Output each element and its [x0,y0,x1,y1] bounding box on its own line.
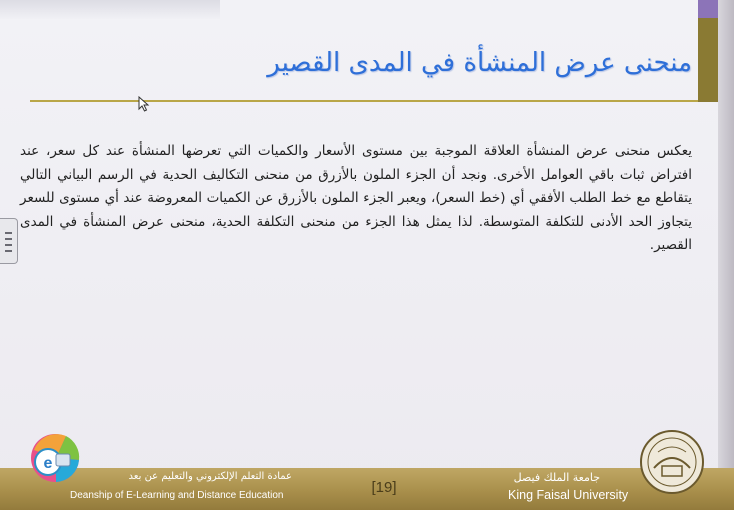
university-name-arabic: جامعة الملك فيصل [513,471,600,484]
svg-text:e: e [43,455,53,472]
page-number: [19] [371,479,397,496]
deanship-name-arabic: عمادة التعلم الإلكتروني والتعليم عن بعد [128,471,292,482]
slide-footer [0,468,734,510]
top-shade [0,0,220,20]
slide-body-text: يعكس منحنى عرض المنشأة العلاقة الموجبة بين مستوى الأسعار والكميات التي تعرضها المنشأة عند كل سعر، عند افتراض ثبات باقي العوامل الأخرى. ونجد أن الجزء الملون بالأزرق من منحنى التكاليف الحدية في الرسم البياني التالي يتقاطع مع خط الطلب الأفقي أي (خط السعر)، ويعبر الجزء الملون بالأزرق عن الكميات المعروضة عند أي مستوى للسعر يتجاوز الحد الأدنى للتكلفة المتوسطة. لذا يمثل هذا الجزء من منحنى التكلفة الحدية، منحنى عرض المنشأة في المدى القصير. [20,143,692,253]
right-edge-strip [718,0,734,510]
university-seal-icon [638,428,706,498]
deanship-name-english: Deanship of E-Learning and Distance Education [70,490,284,501]
accent-bar-olive [698,18,718,102]
slide-title: منحنى عرض المنشأة في المدى القصير [267,48,692,78]
mouse-pointer-icon [138,96,150,112]
panel-handle-icon[interactable] [0,218,18,264]
title-divider [30,100,698,102]
university-name-english: King Faisal University [508,488,629,502]
elearning-logo-icon [26,428,84,500]
accent-bar-purple [698,0,718,18]
page-number-value: 19 [375,479,393,496]
handle-grip [5,232,13,252]
